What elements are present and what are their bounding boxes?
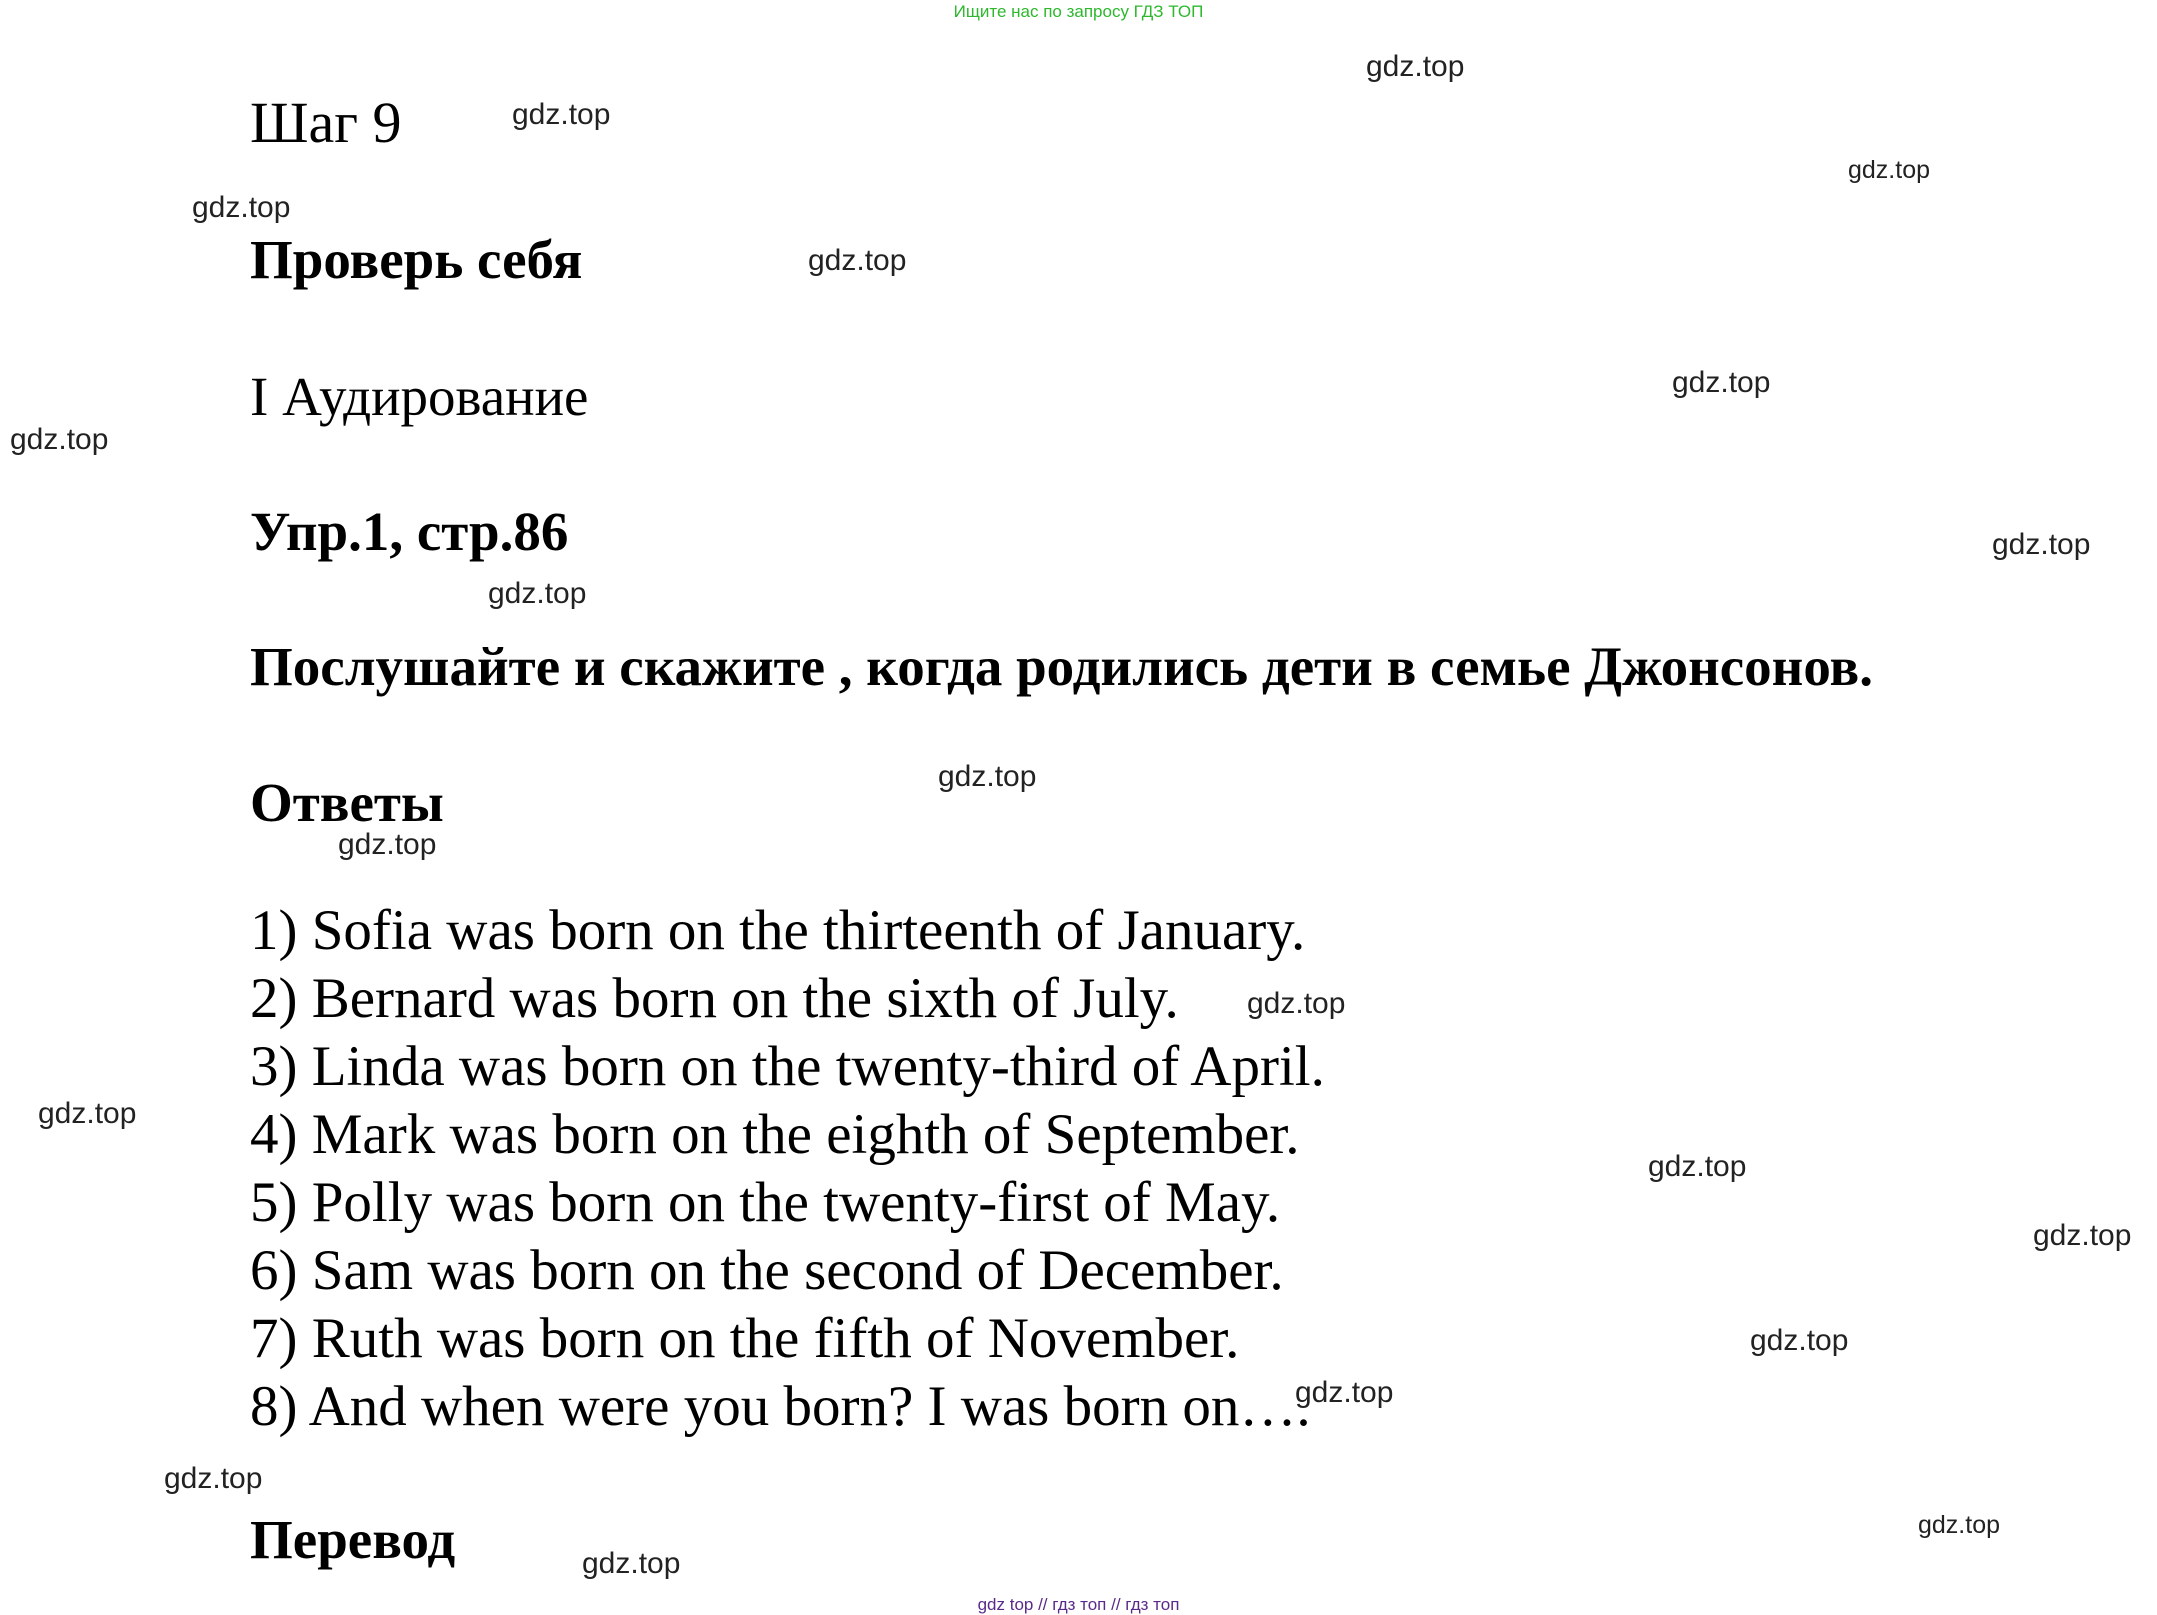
answer-item: 6) Sam was born on the second of December.: [250, 1239, 1284, 1302]
search-banner: Ищите нас по запросу ГДЗ ТОП: [953, 2, 1204, 21]
watermark: gdz.top: [338, 828, 437, 861]
answer-item: 7) Ruth was born on the fifth of November.: [250, 1307, 1240, 1370]
translation-heading: Перевод: [250, 1509, 456, 1570]
answers-list: [250, 897, 1325, 1441]
answer-item: 4) Mark was born on the eighth of September.: [250, 1103, 1300, 1166]
answer-item: 2) Bernard was born on the sixth of July.: [250, 967, 1179, 1030]
watermark: gdz.top: [1295, 1376, 1394, 1409]
footer-links: gdz top // гдз топ // гдз топ: [977, 1595, 1180, 1614]
watermark: gdz.top: [1247, 987, 1346, 1020]
section-heading: Проверь себя: [250, 229, 583, 290]
watermark: gdz.top: [808, 244, 907, 277]
subsection-heading: I Аудирование: [250, 366, 589, 427]
answer-item: 1) Sofia was born on the thirteenth of January.: [250, 899, 1306, 962]
watermark: gdz.top: [582, 1547, 681, 1580]
watermark: gdz.top: [1648, 1150, 1747, 1183]
watermark: gdz.top: [938, 760, 1037, 793]
task-instruction: Послушайте и скажите , когда родились дети в семье Джонсонов.: [250, 636, 1873, 697]
exercise-reference: Упр.1, стр.86: [250, 501, 569, 562]
watermark: gdz.top: [1672, 366, 1771, 399]
answer-item: 8) And when were you born? I was born on….: [250, 1375, 1311, 1438]
watermark: gdz.top: [1848, 156, 1931, 184]
watermark: gdz.top: [488, 577, 587, 610]
watermark: gdz.top: [38, 1097, 137, 1130]
watermark: gdz.top: [2033, 1219, 2132, 1252]
answer-item: 3) Linda was born on the twenty-third of April.: [250, 1035, 1325, 1098]
watermark: gdz.top: [10, 423, 109, 456]
watermark: gdz.top: [1992, 528, 2091, 561]
watermark: gdz.top: [1366, 50, 1465, 83]
watermark: gdz.top: [192, 191, 291, 224]
step-title: Шаг 9: [250, 90, 402, 155]
answers-heading: Ответы: [250, 772, 444, 833]
watermark: gdz.top: [164, 1462, 263, 1495]
answer-item: 5) Polly was born on the twenty-first of May.: [250, 1171, 1281, 1234]
watermark: gdz.top: [512, 98, 611, 131]
watermark: gdz.top: [1918, 1511, 2001, 1539]
watermark: gdz.top: [1750, 1324, 1849, 1357]
